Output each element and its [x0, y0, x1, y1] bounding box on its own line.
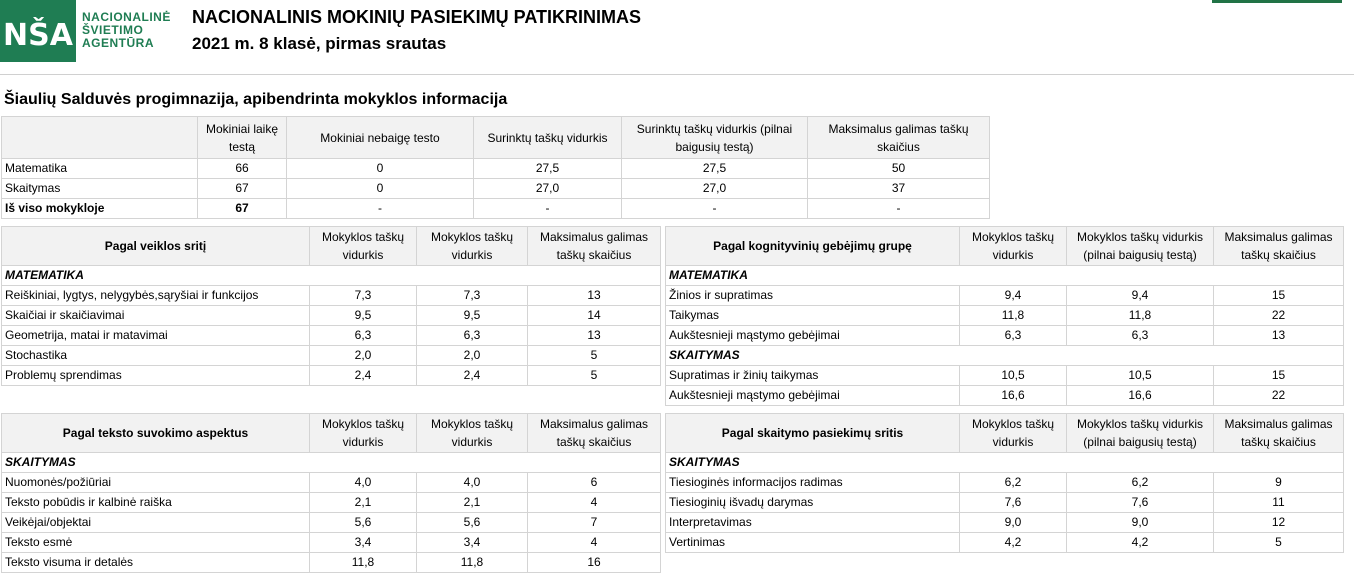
row-label: Taikymas	[666, 306, 960, 326]
row-value: 9,0	[1067, 513, 1214, 533]
summary-cell: 0	[287, 159, 474, 179]
row-max: 9	[1214, 473, 1344, 493]
row-label: Žinios ir supratimas	[666, 286, 960, 306]
row-max: 7	[528, 513, 661, 533]
table-row	[2, 473, 661, 493]
row-value: 7,6	[960, 493, 1067, 513]
row-max: 13	[528, 286, 661, 306]
row-value: 2,4	[310, 366, 417, 386]
summary-header-avg: Surinktų taškų vidurkis	[474, 117, 622, 159]
category-label: SKAITYMAS	[666, 453, 960, 473]
table-row	[2, 553, 661, 573]
text-aspects-header-aspect: Pagal teksto suvokimo aspektus	[2, 414, 310, 453]
row-max: 12	[1214, 513, 1344, 533]
cognitive-header-max: Maksimalus galimas taškų skaičius	[1214, 227, 1344, 266]
section-title: Šiaulių Salduvės progimnazija, apibendrinta mokyklos informacija	[4, 91, 508, 108]
summary-cell: 27,0	[622, 179, 808, 199]
logo-mark-text: NŠA	[3, 18, 73, 53]
summary-total-count: 67	[198, 199, 287, 219]
row-label: Tiesioginės informacijos radimas	[666, 473, 960, 493]
category-label: MATEMATIKA	[2, 266, 310, 286]
row-max: 13	[528, 326, 661, 346]
row-label: Reiškiniai, lygtys, nelygybės,sąryšiai ir funkcijos	[2, 286, 310, 306]
table-row	[666, 493, 1344, 513]
activity-header-avg: Mokyklos taškų vidurkis	[310, 227, 417, 266]
row-value: 9,4	[960, 286, 1067, 306]
row-max: 5	[528, 366, 661, 386]
row-max: 4	[528, 533, 661, 553]
row-value: 10,5	[1067, 366, 1214, 386]
text-aspects-header-avg: Mokyklos taškų vidurkis	[310, 414, 417, 453]
reading-header-row	[666, 414, 1344, 453]
row-label: Aukštesnieji mąstymo gebėjimai	[666, 386, 960, 406]
row-value: 6,3	[417, 326, 528, 346]
table-row	[666, 306, 1344, 326]
row-label: Teksto visuma ir detalės	[2, 553, 310, 573]
activity-header-avg2: Mokyklos taškų vidurkis	[417, 227, 528, 266]
category-label: SKAITYMAS	[2, 453, 310, 473]
text-aspects-header-max: Maksimalus galimas taškų skaičius	[528, 414, 661, 453]
row-value: 11,8	[960, 306, 1067, 326]
row-value: 16,6	[960, 386, 1067, 406]
row-value: 2,1	[417, 493, 528, 513]
row-label: Nuomonės/požiūriai	[2, 473, 310, 493]
row-max: 4	[528, 493, 661, 513]
category-row	[666, 266, 1344, 286]
summary-cell: 67	[198, 179, 287, 199]
reading-table	[665, 413, 1344, 553]
row-label: Skaičiai ir skaičiavimai	[2, 306, 310, 326]
row-value: 7,3	[310, 286, 417, 306]
table-row	[2, 159, 990, 179]
table-row	[2, 493, 661, 513]
category-label: SKAITYMAS	[666, 346, 960, 366]
row-value: 4,0	[417, 473, 528, 493]
row-value: 6,2	[1067, 473, 1214, 493]
cognitive-header-group: Pagal kognityvinių gebėjimų grupę	[666, 227, 960, 266]
summary-cell: 50	[808, 159, 990, 179]
summary-header-avg-full: Surinktų taškų vidurkis (pilnai baigusių testą)	[622, 117, 808, 159]
row-label: Teksto pobūdis ir kalbinė raiška	[2, 493, 310, 513]
text-aspects-table	[1, 413, 661, 573]
row-label: Tiesioginių išvadų darymas	[666, 493, 960, 513]
logo-line-1: NACIONALINĖ	[82, 10, 171, 24]
table-row	[666, 386, 1344, 406]
row-value: 2,4	[417, 366, 528, 386]
activity-header-area: Pagal veiklos sritį	[2, 227, 310, 266]
row-value: 5,6	[310, 513, 417, 533]
summary-header-took: Mokiniai laikę testą	[198, 117, 287, 159]
row-value: 6,3	[1067, 326, 1214, 346]
summary-cell: 27,5	[622, 159, 808, 179]
row-max: 6	[528, 473, 661, 493]
row-label: Teksto esmė	[2, 533, 310, 553]
table-row	[666, 326, 1344, 346]
row-value: 6,3	[960, 326, 1067, 346]
activity-header-row	[2, 227, 661, 266]
table-row	[666, 286, 1344, 306]
row-value: 11,8	[310, 553, 417, 573]
reading-header-max: Maksimalus galimas taškų skaičius	[1214, 414, 1344, 453]
table-row	[2, 286, 661, 306]
row-value: 11,8	[1067, 306, 1214, 326]
row-value: 3,4	[417, 533, 528, 553]
row-max: 11	[1214, 493, 1344, 513]
row-value: 7,6	[1067, 493, 1214, 513]
row-value: 2,0	[310, 346, 417, 366]
active-sheet-indicator	[1212, 0, 1342, 3]
table-row	[2, 366, 661, 386]
row-value: 4,0	[310, 473, 417, 493]
summary-header-row	[2, 117, 990, 159]
cognitive-table	[665, 226, 1344, 406]
text-aspects-header-avg2: Mokyklos taškų vidurkis	[417, 414, 528, 453]
table-row	[2, 326, 661, 346]
row-value: 9,5	[310, 306, 417, 326]
row-label: Geometrija, matai ir matavimai	[2, 326, 310, 346]
cognitive-header-avg: Mokyklos taškų vidurkis	[960, 227, 1067, 266]
row-value: 5,6	[417, 513, 528, 533]
summary-cell: -	[287, 199, 474, 219]
row-value: 10,5	[960, 366, 1067, 386]
table-row	[666, 533, 1344, 553]
page-subtitle: 2021 m. 8 klasė, pirmas srautas	[192, 34, 447, 53]
table-row	[2, 346, 661, 366]
row-label: Stochastika	[2, 346, 310, 366]
table-row	[2, 513, 661, 533]
row-value: 7,3	[417, 286, 528, 306]
category-row	[666, 453, 1344, 473]
summary-cell: 37	[808, 179, 990, 199]
row-max: 5	[1214, 533, 1344, 553]
row-value: 4,2	[1067, 533, 1214, 553]
text-aspects-header-row	[2, 414, 661, 453]
summary-cell: -	[622, 199, 808, 219]
row-label: Supratimas ir žinių taikymas	[666, 366, 960, 386]
row-value: 2,0	[417, 346, 528, 366]
category-row	[2, 453, 661, 473]
category-row	[2, 266, 661, 286]
row-label: Veikėjai/objektai	[2, 513, 310, 533]
summary-cell: -	[808, 199, 990, 219]
row-label: Interpretavimas	[666, 513, 960, 533]
cognitive-header-row	[666, 227, 1344, 266]
page-title: NACIONALINIS MOKINIŲ PASIEKIMŲ PATIKRINIMAS	[192, 7, 641, 27]
row-label: Problemų sprendimas	[2, 366, 310, 386]
table-row	[2, 533, 661, 553]
row-value: 4,2	[960, 533, 1067, 553]
activity-header-max: Maksimalus galimas taškų skaičius	[528, 227, 661, 266]
nsa-logo	[0, 0, 76, 62]
row-value: 16,6	[1067, 386, 1214, 406]
row-value: 9,5	[417, 306, 528, 326]
category-label: MATEMATIKA	[666, 266, 960, 286]
row-value: 3,4	[310, 533, 417, 553]
row-value: 9,4	[1067, 286, 1214, 306]
reading-header-avg: Mokyklos taškų vidurkis	[960, 414, 1067, 453]
row-label: Aukštesnieji mąstymo gebėjimai	[666, 326, 960, 346]
row-max: 14	[528, 306, 661, 326]
row-max: 5	[528, 346, 661, 366]
nsa-logo-mark	[0, 0, 76, 62]
reading-header-area: Pagal skaitymo pasiekimų sritis	[666, 414, 960, 453]
summary-header-blank	[2, 117, 198, 159]
table-row	[2, 199, 990, 219]
row-value: 11,8	[417, 553, 528, 573]
summary-header-max: Maksimalus galimas taškų skaičius	[808, 117, 990, 159]
summary-cell: -	[474, 199, 622, 219]
row-value: 9,0	[960, 513, 1067, 533]
activity-table	[1, 226, 661, 386]
table-row	[2, 306, 661, 326]
table-row	[666, 366, 1344, 386]
row-max: 15	[1214, 366, 1344, 386]
reading-header-avg-full: Mokyklos taškų vidurkis (pilnai baigusių testą)	[1067, 414, 1214, 453]
header-divider	[0, 74, 1354, 75]
row-max: 13	[1214, 326, 1344, 346]
table-row	[666, 473, 1344, 493]
row-label: Vertinimas	[666, 533, 960, 553]
row-max: 15	[1214, 286, 1344, 306]
row-value: 6,2	[960, 473, 1067, 493]
summary-cell: 27,0	[474, 179, 622, 199]
summary-table	[1, 116, 990, 219]
summary-cell: 66	[198, 159, 287, 179]
summary-header-unfinished: Mokiniai nebaigę testo	[287, 117, 474, 159]
category-row	[666, 346, 1344, 366]
summary-cell: 27,5	[474, 159, 622, 179]
summary-cell: 0	[287, 179, 474, 199]
logo-line-2: ŠVIETIMO	[82, 23, 144, 37]
summary-subject: Skaitymas	[2, 179, 198, 199]
row-max: 16	[528, 553, 661, 573]
row-max: 22	[1214, 386, 1344, 406]
row-value: 6,3	[310, 326, 417, 346]
table-row	[666, 513, 1344, 533]
summary-subject: Matematika	[2, 159, 198, 179]
cognitive-header-avg-full: Mokyklos taškų vidurkis (pilnai baigusių testą)	[1067, 227, 1214, 266]
row-value: 2,1	[310, 493, 417, 513]
table-row	[2, 179, 990, 199]
logo-line-3: AGENTŪRA	[82, 36, 154, 50]
logo-wordmark	[82, 11, 171, 50]
row-max: 22	[1214, 306, 1344, 326]
summary-total-label: Iš viso mokykloje	[2, 199, 198, 219]
